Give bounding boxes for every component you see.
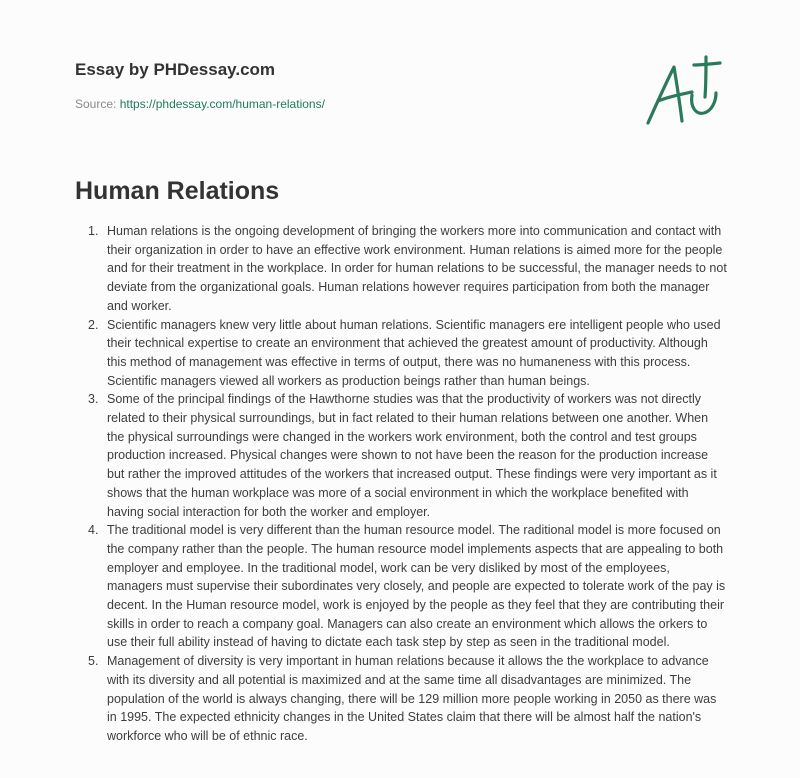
list-item [88,222,727,316]
list-item [88,316,727,391]
document-title: Human Relations [75,177,280,205]
source-link[interactable]: https://phdessay.com/human-relations/ [119,97,325,111]
list-item-number: 2. [88,317,99,332]
list-item-number: 3. [88,392,99,407]
list-item [88,521,727,652]
list-item-number: 5. [88,654,99,669]
a-plus-logo [640,55,730,130]
list-item [88,390,727,521]
source-line [75,97,325,111]
list-item-text: Management of diversity is very important in human relations because it allows the the workplace to advance with its diversity and all potential is maximized and at the same time all disadvantages are minimized. The population of the world is always changing, there will be 129 million more people working in 2050 as there was in 1995. The expected ethnicity changes in the United States claim that there will be almost half the nation's workforce who will be of ethnic race. [107,654,717,743]
list-item-number: 4. [88,523,99,538]
list-item-text: Scientific managers knew very little about human relations. Scientific managers ere intelligent people who used their technical expertise to create an environment that achieved the greatest amount of productivity. Although this method of management was effective in terms of output, there was no humaneness with this process. Scientific managers viewed all workers as production beings rather than human beings. [107,317,721,388]
list-item-text: Human relations is the ongoing development of bringing the workers more into communication and contact with their organization in order to have an effective work environment. Human relations is aimed more for the people and for their treatment in the workplace. In order for human relations to be successful, the manager needs to not deviate from the organizational goals. Human relations however requires participation from both the manager and worker. [107,224,727,313]
source-label: Source: [75,97,120,111]
list-item [88,652,727,746]
site-title: Essay by PHDessay.com [75,60,276,79]
list-item-number: 1. [88,224,99,238]
a-plus-logo-icon [640,55,730,130]
list-item-text: The traditional model is very different than the human resource model. The raditional model is more focused on the company rather than the people. The human resource model implements aspects that are appealing to both employer and employee. In the traditional model, work can be very disliked by most of the employees, managers must supervise their subordinates very closely, and people are expected to tolerate work of the pay is decent. In the Human resource model, work is enjoyed by the people as they feel that they are contributing their skills in order to reach a company goal. Managers can also create an environment which allows the orkers to use their full ability instead of having to dictate each task step by step as seen in the traditional model. [107,523,726,650]
essay-list [88,222,727,746]
list-item-text: Some of the principal findings of the Hawthorne studies was that the productivity of workers was not directly related to their physical surroundings, but in fact related to their human relations between one another. When the physical surroundings were changed in the workers work environment, both the control and test groups production increased. Physical changes were shown to not have been the reason for the production increase but rather the improved attitudes of the workers that increased output. These findings were very important as it shows that the human workplace was more of a social environment in which the workplace benefited with having social interaction for both the worker and employer. [107,392,717,519]
